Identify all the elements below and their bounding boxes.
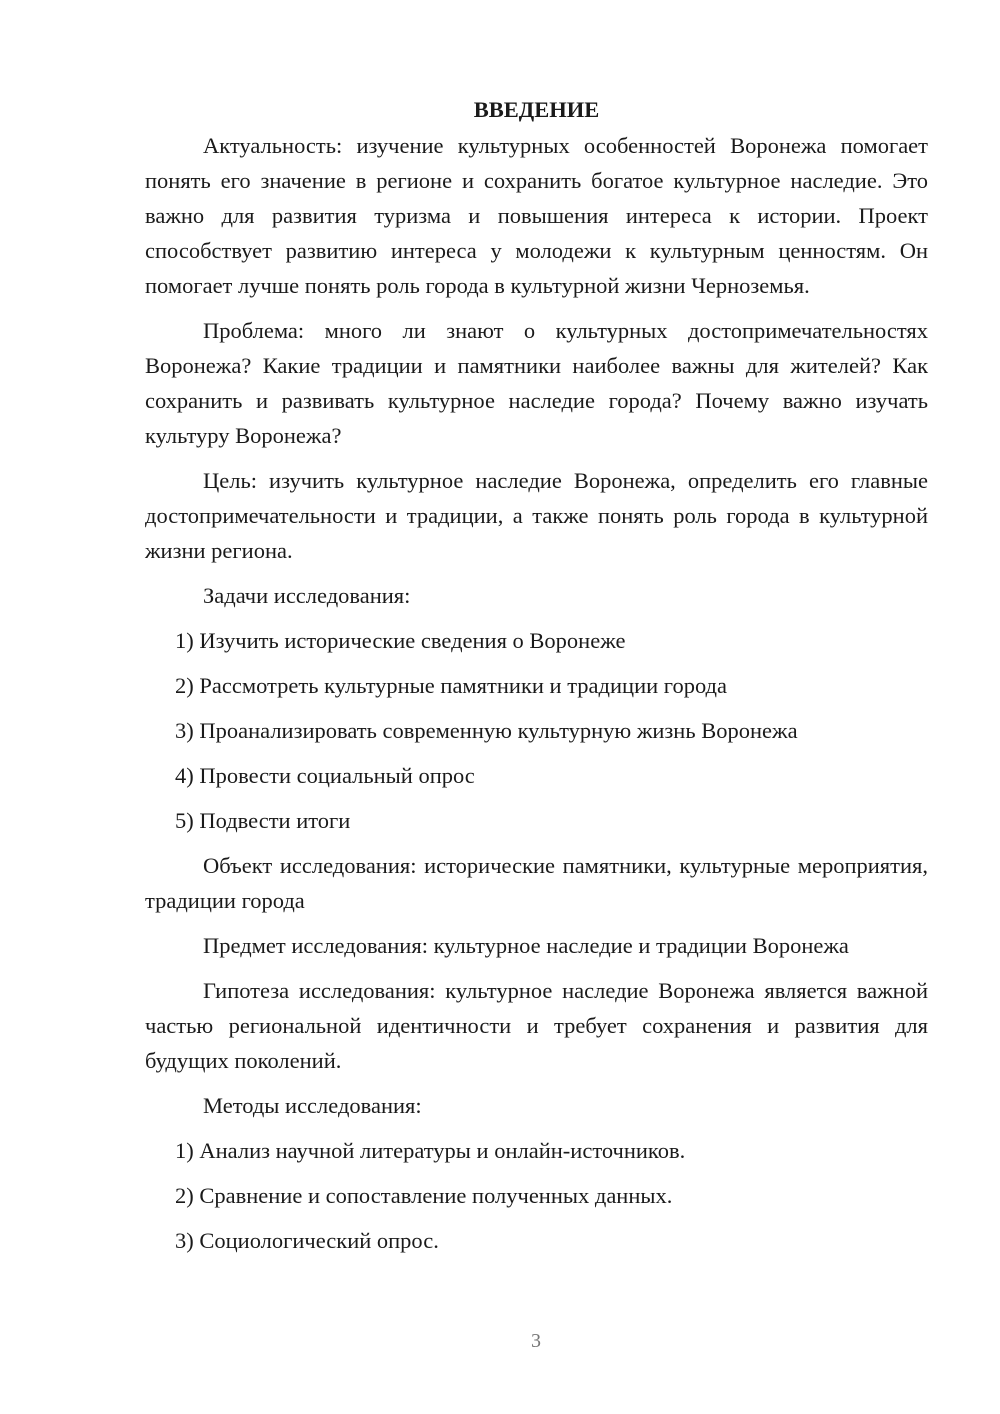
methods-list [145,1133,928,1258]
problem-paragraph: Проблема: много ли знают о культурных достопримечательностях Воронежа? Какие традиции и памятники наиболее важны для жителей? Как сохранить и развивать культурное наследие города? Почему важно изучать культуру Воронежа? [145,318,928,448]
list-item: 1) Изучить исторические сведения о Воронеже [175,628,626,653]
list-item: 2) Рассмотреть культурные памятники и традиции города [175,673,727,698]
page-number: 3 [531,1330,541,1352]
subject-paragraph: Предмет исследования: культурное наследие и традиции Воронежа [203,933,849,958]
tasks-heading: Задачи исследования: [203,583,411,608]
document-page [145,92,928,1258]
list-item: 2) Сравнение и сопоставление полученных данных. [175,1183,673,1208]
list-item: 5) Подвести итоги [175,808,351,833]
list-item: 3) Социологический опрос. [175,1228,439,1253]
list-item: 3) Проанализировать современную культурную жизнь Воронежа [175,718,798,743]
goal-paragraph: Цель: изучить культурное наследие Воронежа, определить его главные достопримечательности и традиции, а также понять роль города в культурной жизни региона. [145,468,928,563]
tasks-list [145,623,928,838]
methods-heading: Методы исследования: [203,1093,422,1118]
hypothesis-paragraph: Гипотеза исследования: культурное наследие Воронежа является важной частью региональной идентичности и требует сохранения и развития для будущих поколений. [145,978,928,1073]
list-item: 4) Провести социальный опрос [175,763,475,788]
object-paragraph: Объект исследования: исторические памятники, культурные мероприятия, традиции города [145,853,928,913]
list-item: 1) Анализ научной литературы и онлайн-источников. [175,1138,686,1163]
section-title: ВВЕДЕНИЕ [473,97,600,122]
relevance-paragraph: Актуальность: изучение культурных особенностей Воронежа помогает понять его значение в регионе и сохранить богатое культурное наследие. Это важно для развития туризма и повышения интереса к истории. Проект способствует развитию интереса у молодежи к культурным ценностям. Он помогает лучше понять роль города в культурной жизни Черноземья. [145,133,928,298]
